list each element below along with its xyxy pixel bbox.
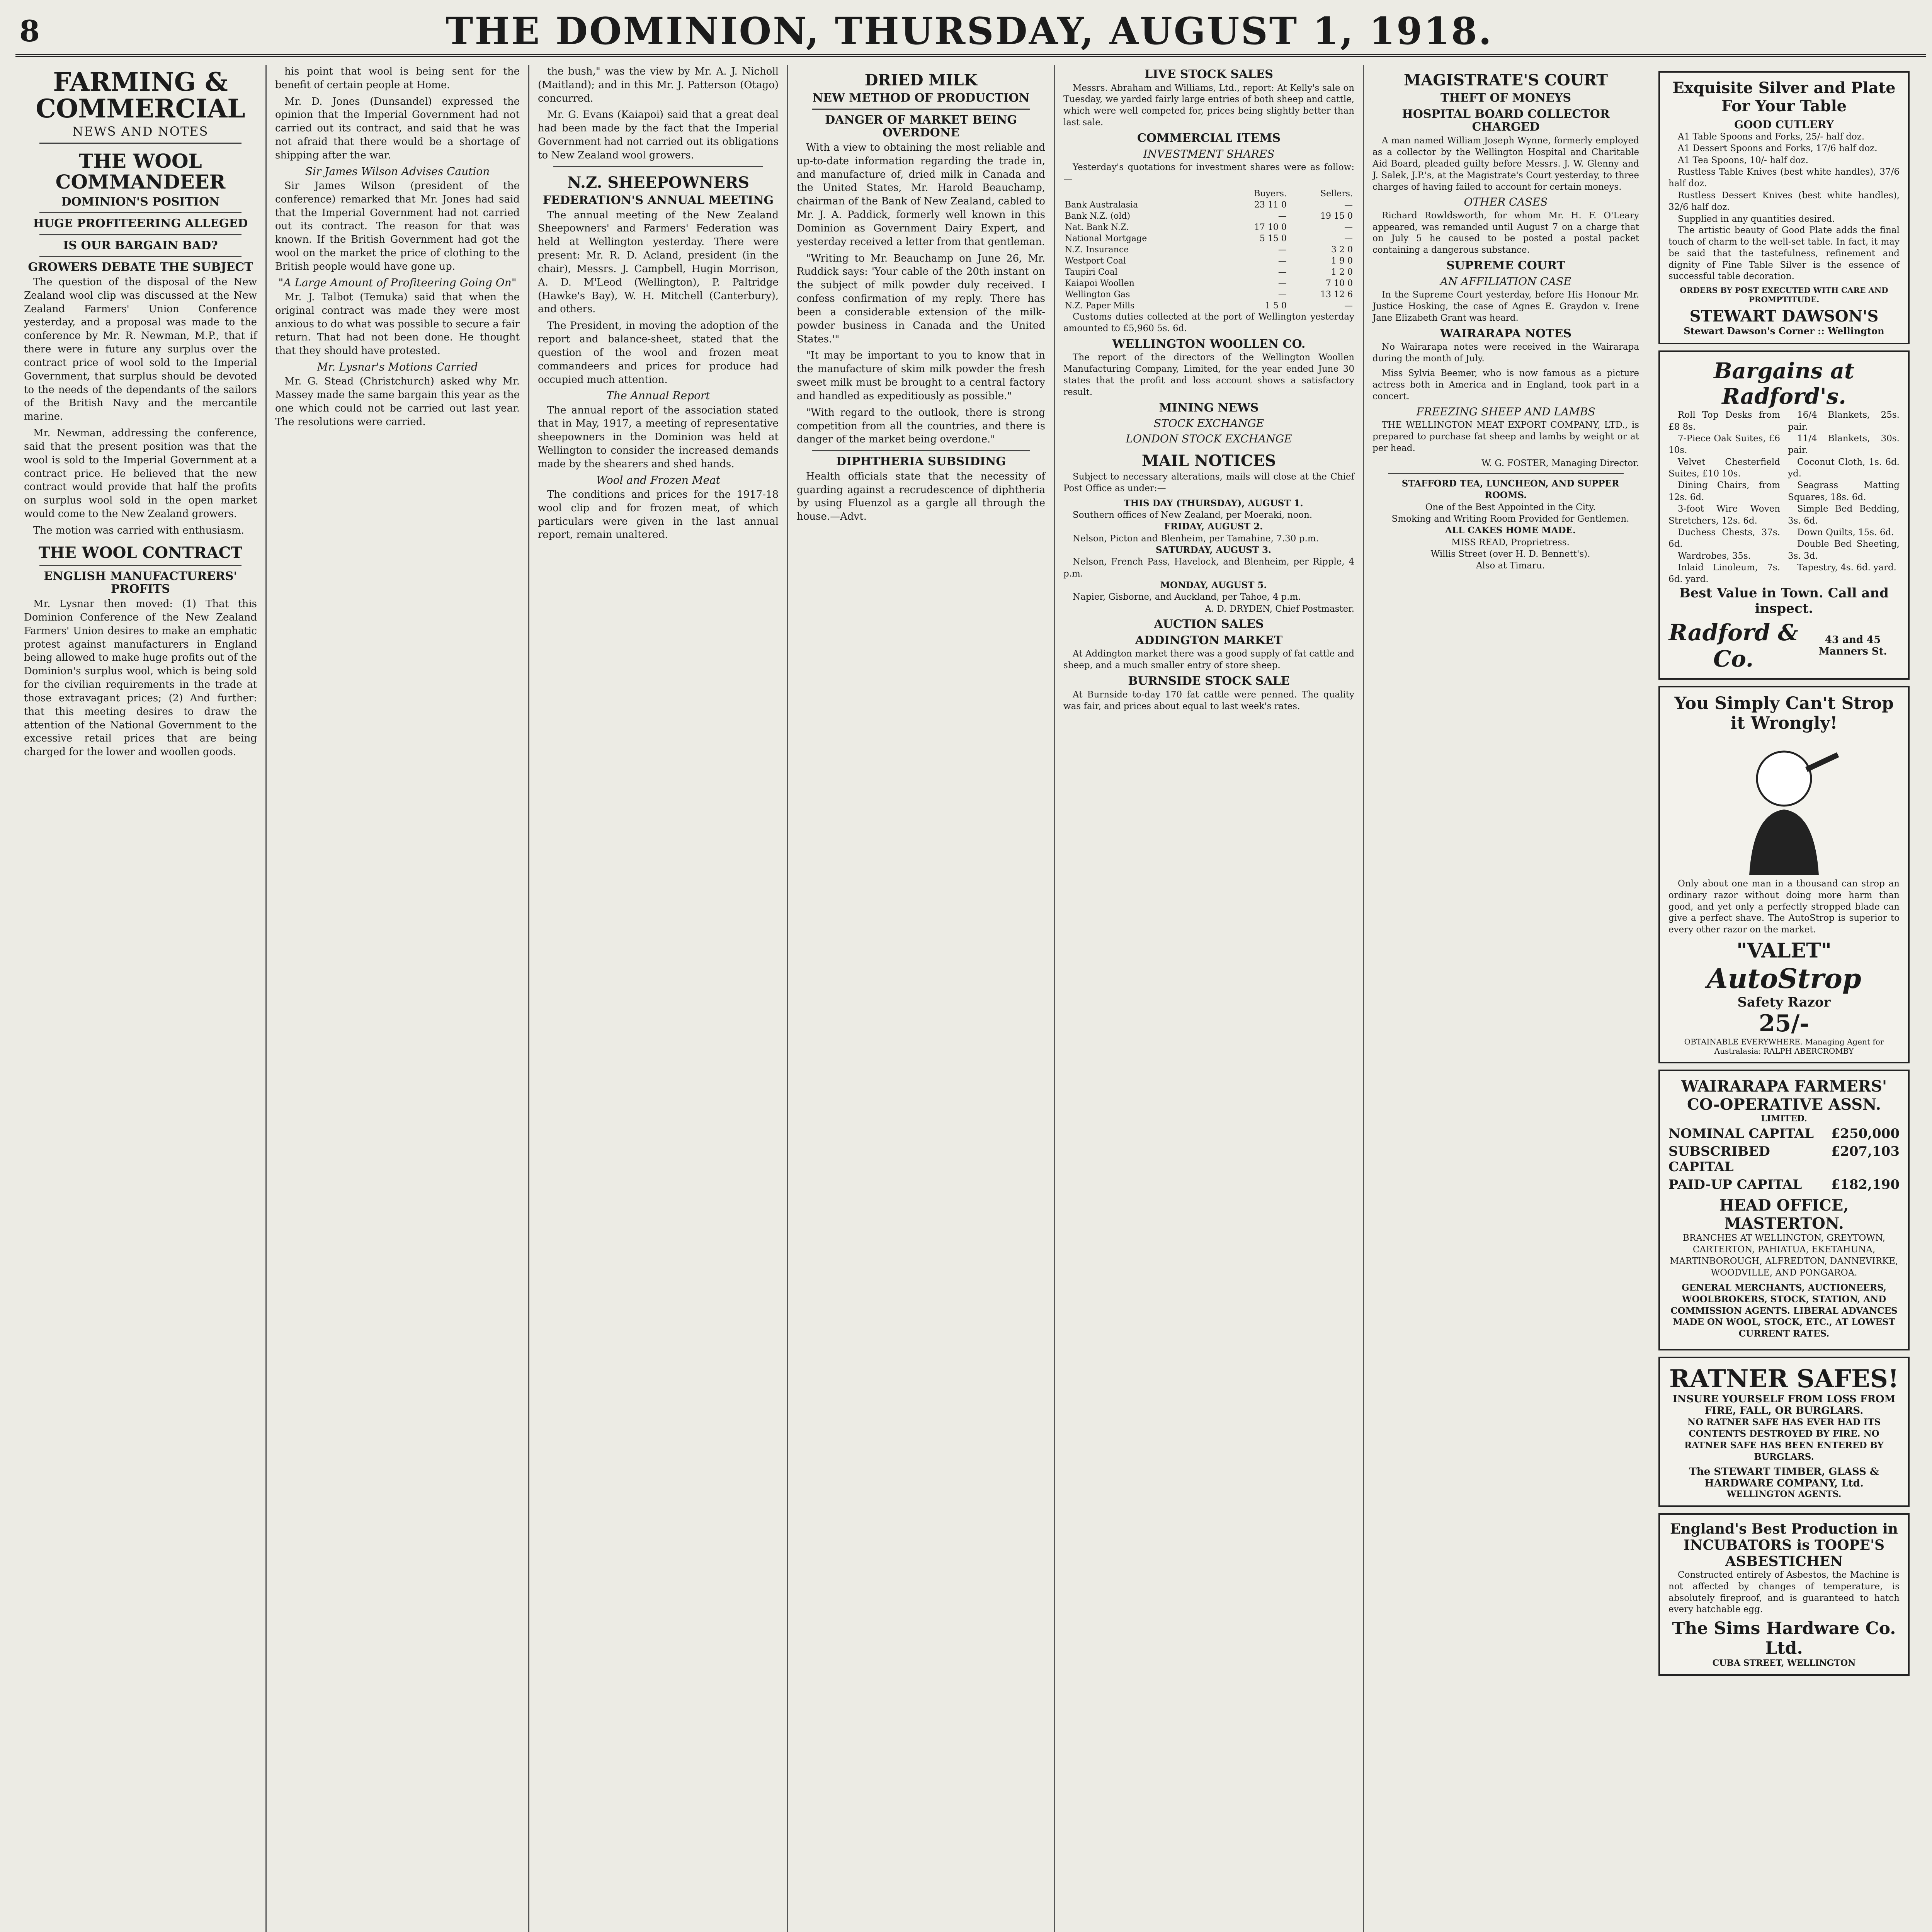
page-number: 8 [19, 14, 40, 48]
article-headline: WELLINGTON WOOLLEN CO. [1112, 337, 1306, 351]
ad-agent: OBTAINABLE EVERYWHERE. Managing Agent for Australasia: RALPH ABERCROMBY [1684, 1037, 1884, 1056]
table-row: Bank N.Z. (old) — 19 15 0 [1065, 211, 1353, 221]
article-headline: MINING NEWS [1159, 401, 1259, 415]
ad-item: 16/4 Blankets, 25s. pair. [1788, 410, 1900, 432]
article-paragraph: "Writing to Mr. Beauchamp on June 26, Mr. Ruddick says: 'Your cable of the 20th instant on the subject of milk powder duly received. I confess confirmation of my reply. There has been a considerable extension of the milk-powder business in Canada and the United States.'" [797, 252, 1045, 345]
article-paragraph: "It may be important to you to know that in the manufacture of skim milk powder the fresh sweet milk must be brought to a central factory and handled as expeditiously as possible." [797, 350, 1045, 402]
ad-tagline: Best Value in Town. Call and inspect. [1679, 585, 1889, 616]
ad-address: 43 and 45 Manners St. [1818, 634, 1887, 657]
article-paragraph: Yesterday's quotations for investment shares were as follow:— [1063, 162, 1354, 184]
ad-item: Tapestry, 4s. 6d. yard. [1797, 563, 1896, 573]
article-headline: MAIL NOTICES [1141, 451, 1276, 470]
tea-rooms-ad: STAFFORD TEA, LUNCHEON, AND SUPPER ROOMS. [1401, 478, 1619, 501]
subheading: AN AFFILIATION CASE [1440, 275, 1571, 288]
mail-line: SATURDAY, AUGUST 3. [1156, 545, 1271, 556]
ad-subtitle: INSURE YOURSELF FROM LOSS FROM FIRE, FALL, OR BURGLARS. [1672, 1393, 1896, 1417]
masthead [15, 8, 1926, 57]
ad-firm: The Sims Hardware Co. Ltd. [1672, 1619, 1896, 1658]
article-headline: DRIED MILK [864, 71, 978, 89]
ad-item: 3-foot Wire Woven Stretchers, 12s. 6d. [1668, 504, 1780, 526]
article-paragraph: The President, in moving the adoption of the report and balance-sheet, stated that the question of the wool and frozen meat commandeers and prices for produce had occupied much attention. [538, 320, 779, 386]
ad-item: Down Quilts, 15s. 6d. [1797, 527, 1894, 537]
ad-brand: AutoStrop [1707, 963, 1861, 995]
article-paragraph: Messrs. Abraham and Williams, Ltd., report: At Kelly's sale on Tuesday, we yarded fairly large entries of both sheep and cattle, which were well competed for, prices being slightly better than last sale. [1063, 83, 1354, 128]
ad-title: RATNER SAFES! [1669, 1364, 1899, 1394]
ad-item: A1 Dessert Spoons and Forks, 17/6 half doz. [1678, 143, 1878, 154]
capital-row: PAID-UP CAPITAL £182,190 [1668, 1177, 1900, 1193]
article-paragraph: The annual report of the association stated that in May, 1917, a meeting of representative sheepowners in the Dominion was held at Wellington to consider the increased demands made by the shearers and shed hands. [538, 404, 779, 470]
ad-body: Only about one man in a thousand can strop an ordinary razor without doing more harm than good, and yet only a perfectly stropped blade can give a perfect shave. The AutoStrop is superior to every other razor on the market. [1668, 878, 1900, 935]
article-deck: GROWERS DEBATE THE SUBJECT [28, 260, 253, 274]
table-header: Buyers. [1254, 189, 1287, 199]
tea-rooms-ad: MISS READ, Proprietress. [1451, 537, 1570, 548]
ad-item: Supplied in any quantities desired. [1678, 214, 1835, 224]
table-row: Kaiapoi Woollen — 7 10 0 [1065, 278, 1353, 288]
column-court-and-ads [1364, 65, 1926, 1932]
article-paragraph: With a view to obtaining the most reliable and up-to-date information regarding the trade in, and manufacture of, dried milk in Canada and the United States, Mr. Harold Beauchamp, chairman of the Bank of New Zealand, cabled to Mr. J. A. Paddick, formerly well known in this Dominion as Government Dairy Expert, and yesterday received a letter from that gentleman. [797, 141, 1045, 248]
ad-title: WAIRARAPA FARMERS' CO-OPERATIVE ASSN. [1681, 1077, 1887, 1114]
article-paragraph: Mr. J. Talbot (Temuka) said that when the original contract was made they were most anxious to do what was possible to secure a fair return. That had not been done. He thought that they should have protested. [275, 291, 520, 357]
table-row: Westport Coal — 1 9 0 [1065, 256, 1353, 266]
ad-title: Bargains at Radford's. [1714, 358, 1854, 410]
article-deck: DANGER OF MARKET BEING OVERDONE [825, 113, 1017, 140]
ad-item: Seagrass Matting Squares, 18s. 6d. [1788, 480, 1900, 502]
ad-item: Coconut Cloth, 1s. 6d. yd. [1788, 457, 1900, 479]
subheading: The Annual Report [606, 389, 710, 402]
article-paragraph: The report of the directors of the Wellington Woollen Manufacturing Company, Limited, for the year ended June 30 states that the profit and loss account shows a satisfactory result. [1063, 352, 1354, 397]
article-deck: HUGE PROFITEERING ALLEGED [33, 217, 248, 231]
ad-stewart-dawson [1658, 71, 1910, 344]
article-paragraph: The conditions and prices for the 1917-18 wool clip and for frozen meat, of which particulars were given in the last annual report, remain unaltered. [538, 488, 779, 541]
section-title: FARMING & COMMERCIAL [36, 67, 245, 124]
article-paragraph: Customs duties collected at the port of Wellington yesterday amounted to £5,960 5s. 6d. [1063, 311, 1354, 333]
ad-item: A1 Table Spoons and Forks, 25/- half doz. [1678, 132, 1865, 142]
ad-brand: "VALET" [1736, 939, 1832, 963]
ad-body: The artistic beauty of Good Plate adds the final touch of charm to the well-set table. In fact, it may be said that the tastefulness, refinement and dignity of Fine Table Silver is the essence of successful table decoration. [1668, 225, 1900, 282]
article-paragraph: Sir James Wilson (president of the conference) remarked that Mr. Jones had said that the Imperial Government had not carried out its contract. The reason for that was known. If the British Government had got the wool on the market the price of clothing to the British people would have gone up. [275, 180, 520, 272]
signature-line: W. G. FOSTER, Managing Director. [1481, 458, 1639, 468]
tea-rooms-ad: One of the Best Appointed in the City. [1425, 502, 1596, 512]
article-paragraph: Mr. G. Stead (Christchurch) asked why Mr. Massey made the same bargain this year as the one which could not be carried out last year. The resolutions were carried. [275, 376, 520, 428]
ad-item: Dining Chairs, from 12s. 6d. [1668, 480, 1780, 502]
ad-subtitle: HEAD OFFICE, MASTERTON. [1719, 1196, 1849, 1233]
article-paragraph: Subject to necessary alterations, mails will close at the Chief Post Office as under:— [1063, 471, 1354, 493]
ad-subtitle: LIMITED. [1761, 1114, 1807, 1124]
mail-line: MONDAY, AUGUST 5. [1160, 580, 1267, 591]
article-deck: THEFT OF MONEYS [1440, 91, 1571, 105]
article-paragraph: Miss Sylvia Beemer, who is now famous as a picture actress both in America and in England, took part in a concert. [1372, 368, 1639, 401]
article-headline: THE WOOL CONTRACT [38, 543, 243, 562]
article-headline: ADDINGTON MARKET [1135, 633, 1283, 647]
ad-item: Double Bed Sheeting, 3s. 3d. [1788, 539, 1900, 561]
article-headline: AUCTION SALES [1154, 617, 1264, 631]
share-table [1063, 188, 1354, 311]
ad-body: GENERAL MERCHANTS, AUCTIONEERS, WOOLBROKERS, STOCK, STATION, AND COMMISSION AGENTS. LIBERAL ADVANCES MADE ON WOOL, STOCK, ETC., AT LOWEST CURRENT RATES. [1670, 1282, 1898, 1339]
article-paragraph: his point that wool is being sent for the benefit of certain people at Home. [275, 66, 520, 91]
article-paragraph: THE WELLINGTON MEAT EXPORT COMPANY, LTD., is prepared to purchase fat sheep and lambs by weight or at per head. [1372, 420, 1639, 453]
subheading: Wool and Frozen Meat [596, 473, 721, 486]
ad-note: ORDERS BY POST EXECUTED WITH CARE AND PROMPTITUDE. [1680, 286, 1888, 304]
article-headline: COMMERCIAL ITEMS [1137, 131, 1281, 145]
column-sheepowners [529, 65, 788, 1932]
article-headline: N.Z. SHEEPOWNERS [567, 173, 749, 192]
subheading: LONDON STOCK EXCHANGE [1126, 432, 1292, 446]
ad-address: CUBA STREET, WELLINGTON [1712, 1658, 1856, 1668]
ad-item: A1 Tea Spoons, 10/- half doz. [1678, 155, 1808, 165]
article-deck: IS OUR BARGAIN BAD? [63, 238, 218, 252]
court-news [1372, 65, 1639, 1682]
article-paragraph: Mr. G. Evans (Kaiapoi) said that a great deal had been made by the fact that the Imperial Government had not carried out its obligations to New Zealand wool growers. [538, 109, 779, 161]
article-paragraph: At Burnside to-day 170 fat cattle were penned. The quality was fair, and prices about equal to last week's rates. [1063, 689, 1354, 711]
subheading: "A Large Amount of Profiteering Going On" [278, 276, 517, 289]
column-markets [1055, 65, 1364, 1932]
article-headline: LIVE STOCK SALES [1145, 68, 1273, 81]
mail-line: Southern offices of New Zealand, per Moeraki, noon. [1073, 510, 1313, 520]
article-paragraph: The motion was carried with enthusiasm. [33, 524, 244, 536]
subheading: INVESTMENT SHARES [1143, 147, 1275, 160]
article-paragraph: At Addington market there was a good supply of fat cattle and sheep, and a much smaller entry of store sheep. [1063, 649, 1354, 671]
ad-subtitle: GOOD CUTLERY [1734, 118, 1834, 131]
mail-line: FRIDAY, AUGUST 2. [1164, 521, 1263, 532]
ad-item: Rustless Dessert Knives (best white handles), 32/6 half doz. [1668, 190, 1900, 213]
table-row: Bank Australasia 23 11 0 — [1065, 200, 1353, 210]
tea-rooms-ad: ALL CAKES HOME MADE. [1445, 525, 1576, 536]
article-paragraph: Mr. Newman, addressing the conference, said that the present position was that the wool is sold to the Imperial Government at a contract price. He believed that the new contract would provide that half the profits on surplus wool sold in the open market would come to the New Zealand growers. [24, 427, 257, 520]
man-shaving-illustration [1722, 736, 1846, 875]
column-wool-debate [267, 65, 529, 1932]
ad-firm: Radford & Co. [1668, 619, 1798, 672]
table-row: Wellington Gas — 13 12 6 [1065, 289, 1353, 299]
article-paragraph: The annual meeting of the New Zealand Sheepowners' and Farmers' Federation was held at Wellington yesterday. There were present: Mr. R. D. Acland, president (in the chair), Messrs. J. Campbell, Hugin Morrison, A. D. M'Leod (Wellington), P. Paltridge (Hawke's Bay), W. H. Mitchell (Canterbury), and others. [538, 209, 779, 315]
article-headline: MAGISTRATE'S COURT [1403, 71, 1608, 89]
capital-row: SUBSCRIBED CAPITAL £207,103 [1668, 1144, 1900, 1175]
article-paragraph: Richard Rowldsworth, for whom Mr. H. F. O'Leary appeared, was remanded until August 7 on a charge that on July 5 he caused to be posted a postal packet containing a dangerous substance. [1372, 210, 1639, 255]
mail-line: Nelson, French Pass, Havelock, and Blenheim, per Ripple, 4 p.m. [1063, 557, 1354, 579]
ad-ratner-safes [1658, 1357, 1910, 1507]
ad-item: 7-Piece Oak Suites, £6 10s. [1668, 434, 1780, 456]
article-deck: DOMINION'S POSITION [61, 195, 220, 209]
ad-item: Rustless Table Knives (best white handles), 37/6 half doz. [1668, 167, 1900, 189]
subheading: FREEZING SHEEP AND LAMBS [1416, 405, 1595, 418]
column-dried-milk [788, 65, 1055, 1932]
subheading: Mr. Lysnar's Motions Carried [317, 361, 478, 374]
section-subtitle: NEWS AND NOTES [72, 124, 209, 139]
ad-body: Constructed entirely of Asbestos, the Machine is not affected by changes of temperature, is absolutely fireproof, and is guaranteed to hatch every hatchable egg. [1668, 1570, 1900, 1615]
article-deck: ENGLISH MANUFACTURERS' PROFITS [44, 569, 237, 596]
ad-radfords [1658, 350, 1910, 679]
subheading: OTHER CASES [1464, 196, 1548, 209]
mail-line: Napier, Gisborne, and Auckland, per Tahoe, 4 p.m. [1073, 592, 1301, 602]
newspaper-page [15, 8, 1926, 1932]
article-deck: NEW METHOD OF PRODUCTION [812, 91, 1030, 105]
ad-sims-incubators [1658, 1513, 1910, 1676]
ad-firm: STEWART DAWSON'S [1689, 307, 1879, 326]
article-deck: HOSPITAL BOARD COLLECTOR CHARGED [1402, 107, 1610, 134]
ad-firm: The STEWART TIMBER, GLASS & HARDWARE COMPANY, Ltd. [1689, 1466, 1879, 1489]
tea-rooms-ad: Willis Street (over H. D. Bennett's). [1430, 549, 1590, 560]
ad-item: Duchess Chests, 37s. 6d. [1668, 527, 1780, 549]
article-headline: WAIRARAPA NOTES [1440, 327, 1571, 340]
article-headline: THE WOOL COMMANDEER [55, 149, 226, 193]
ad-address: WELLINGTON AGENTS. [1726, 1489, 1842, 1499]
ad-title: You Simply Can't Strop it Wrongly! [1674, 693, 1894, 733]
article-paragraph: Health officials state that the necessity of guarding against a recrudescence of diphtheria by using Fluenzol as a gargle all through the house.—Advt. [797, 470, 1045, 523]
ad-brand: Safety Razor [1737, 995, 1831, 1010]
table-row: N.Z. Insurance — 3 2 0 [1065, 245, 1353, 255]
article-paragraph: The question of the disposal of the New Zealand wool clip was discussed at the New Zealand Farmers' Union Conference yesterday, and a proposal was made to the conference by Mr. R. Newman, M.P., that if there were in future any surplus over the contract price of wool sold to the Imperial Government, that surplus should be devoted to the needs of the dependants of the sailors of the British Navy and the mercantile marine. [24, 276, 257, 423]
article-paragraph: "With regard to the outlook, there is strong competition from all the countries, and there is danger of the market being overdone." [797, 406, 1045, 446]
ad-title: Exquisite Silver and Plate [1672, 79, 1896, 97]
ad-item: Inlaid Linoleum, 7s. 6d. yard. [1668, 563, 1780, 585]
article-deck: FEDERATION'S ANNUAL MEETING [543, 193, 774, 207]
ad-body: NO RATNER SAFE HAS EVER HAD ITS CONTENTS DESTROYED BY FIRE. NO RATNER SAFE HAS BEEN ENTERED BY BURGLARS. [1684, 1417, 1884, 1462]
capital-row: NOMINAL CAPITAL £250,000 [1668, 1126, 1900, 1142]
ad-item: Wardrobes, 35s. [1678, 551, 1751, 561]
table-header: Sellers. [1320, 189, 1353, 199]
article-deck: DIPHTHERIA SUBSIDING [836, 455, 1006, 469]
article-paragraph: A man named William Joseph Wynne, formerly employed as a collector by the Wellington Hospital and Charitable Aid Board, pleaded guilty before Messrs. J. W. Glenny and J. Salek, J.P.'s, at the Magistrate's Court yesterday, to three charges of having failed to account for certain moneys. [1372, 135, 1639, 192]
subheading: STOCK EXCHANGE [1153, 417, 1264, 430]
mail-line: THIS DAY (THURSDAY), AUGUST 1. [1124, 498, 1303, 509]
article-paragraph: No Wairarapa notes were received in the Wairarapa during the month of July. [1372, 342, 1639, 364]
article-headline: BURNSIDE STOCK SALE [1128, 674, 1290, 688]
advertisements [1651, 65, 1917, 1682]
tea-rooms-ad: Smoking and Writing Room Provided for Gentlemen. [1391, 514, 1629, 524]
signature-line: A. D. DRYDEN, Chief Postmaster. [1205, 604, 1354, 614]
article-paragraph: Mr. Lysnar then moved: (1) That this Dominion Conference of the New Zealand Farmers' Union desires to make an emphatic protest against manufacturers in England being allowed to make huge profits out of the Dominion's surplus wool, which is being sold for the civilian requirements in the trade at those extravagant prices; (2) And further: that this meeting desires to draw the attention of the National Government to the excessive retail prices that are being charged for the lower and woollen goods. [24, 598, 257, 758]
article-headline: SUPREME COURT [1446, 259, 1565, 273]
ad-body: BRANCHES AT WELLINGTON, GREYTOWN, CARTERTON, PAHIATUA, EKETAHUNA, MARTINBOROUGH, ALFREDTON, DANNEVIRKE, WOODVILLE, AND PONGAROA. [1670, 1233, 1898, 1278]
masthead-title: THE DOMINION, THURSDAY, AUGUST 1, 1918. [446, 9, 1493, 53]
ad-item: Velvet Chesterfield Suites, £10 10s. [1668, 457, 1780, 479]
table-row: N.Z. Paper Mills 1 5 0 — [1065, 301, 1353, 311]
article-paragraph: Mr. D. Jones (Dunsandel) expressed the opinion that the Imperial Government had not carried out its contract, and said that he was not afraid that there would be a shortage of shipping after the war. [275, 95, 520, 161]
ad-item: Roll Top Desks from £8 8s. [1668, 410, 1780, 432]
article-paragraph: In the Supreme Court yesterday, before His Honour Mr. Justice Hosking, the case of Agnes E. Graydon v. Irene Jane Elizabeth Grant was heard. [1372, 289, 1639, 323]
tea-rooms-ad: Also at Timaru. [1476, 561, 1545, 571]
column-farming [15, 65, 267, 1932]
ad-item: Simple Bed Bedding, 3s. 6d. [1788, 504, 1900, 526]
ad-address: Stewart Dawson's Corner :: Wellington [1684, 325, 1884, 337]
mail-line: Nelson, Picton and Blenheim, per Tamahine, 7.30 p.m. [1073, 533, 1319, 544]
ad-title: For Your Table [1721, 97, 1847, 115]
table-row: Nat. Bank N.Z. 17 10 0 — [1065, 222, 1353, 232]
table-row: National Mortgage 5 15 0 — [1065, 233, 1353, 243]
ad-item: 11/4 Blankets, 30s. pair. [1788, 434, 1900, 456]
ad-wairarapa-farmers [1658, 1070, 1910, 1350]
ad-title: England's Best Production in INCUBATORS is TOOPE'S ASBESTICHEN [1670, 1520, 1898, 1570]
table-row: Taupiri Coal — 1 2 0 [1065, 267, 1353, 277]
subheading: Sir James Wilson Advises Caution [305, 165, 490, 178]
ad-price: 25/- [1759, 1010, 1810, 1037]
ad-autostrop [1658, 686, 1910, 1063]
article-paragraph: the bush," was the view by Mr. A. J. Nicholl (Maitland); and in this Mr. J. Patterson (Otago) concurred. [538, 66, 779, 104]
